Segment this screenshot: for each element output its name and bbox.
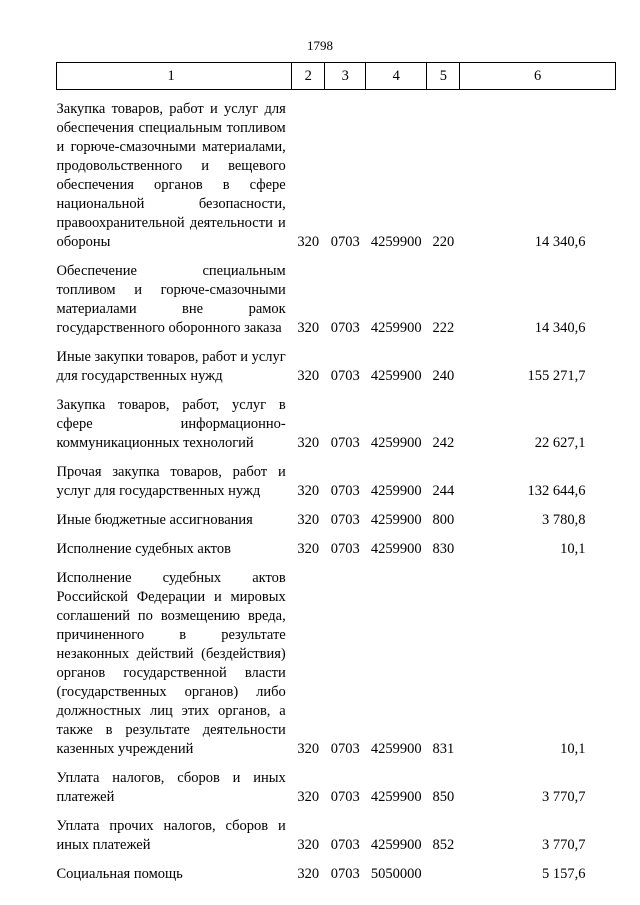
row-ved: 320 [297,435,320,451]
row-rz: 0703 [330,741,360,757]
table-header [57,63,616,90]
table-row [57,769,616,807]
row-vr: 831 [432,741,455,757]
row-ved: 320 [297,741,320,757]
page-number: 1798 [307,38,333,53]
row-name: Исполнение судебных актов [56,541,231,557]
row-rz: 0703 [330,789,360,805]
row-csr: 4259900 [370,789,422,805]
row-name: Уплата прочих налогов, сборов и иных платежей [56,818,286,853]
row-name: Иные бюджетные ассигнования [56,512,253,528]
row-rz: 0703 [330,368,360,384]
row-csr: 4259900 [370,435,422,451]
budget-table [56,62,616,884]
spacer [57,501,616,511]
row-vr: 222 [432,320,455,336]
row-csr: 4259900 [370,741,422,757]
spacer [57,759,616,769]
row-csr: 4259900 [370,320,422,336]
spacer [57,559,616,569]
row-ved: 320 [297,320,320,336]
row-csr: 4259900 [370,234,422,250]
row-rz: 0703 [330,435,360,451]
table-row [57,569,616,759]
row-vr: 852 [432,837,455,853]
row-sum: 3 780,8 [542,512,586,528]
row-csr: 5050000 [370,866,422,882]
row-name: Обеспечение специальным топливом и горюче-смазочными материалами вне рамок государственного оборонного заказа [56,263,286,336]
row-sum: 22 627,1 [534,435,586,451]
row-rz: 0703 [330,234,360,250]
row-rz: 0703 [330,866,360,882]
spacer [57,807,616,817]
spacer [57,530,616,540]
header-row [57,63,616,90]
row-sum: 3 770,7 [542,789,586,805]
row-ved: 320 [297,512,320,528]
header-col-6: 6 [460,63,616,90]
table-row [57,348,616,386]
table-row [57,262,616,338]
row-csr: 4259900 [370,512,422,528]
row-ved: 320 [297,866,320,882]
table-row [57,865,616,884]
table-row [57,396,616,453]
row-name: Закупка товаров, работ и услуг для обеспечения специальным топливом и горюче-смазочными материалами, продовольственного и вещевого обеспечения органов в сфере национальной безопасности, правоохранительной деятельности и обороны [56,101,286,250]
header-col-3: 3 [325,63,366,90]
row-csr: 4259900 [370,541,422,557]
table-body [57,90,616,885]
row-vr: 850 [432,789,455,805]
row-vr: 220 [432,234,455,250]
row-sum: 132 644,6 [527,483,586,499]
row-name: Исполнение судебных актов Российской Федерации и мировых соглашений по возмещению вреда, причиненного в результате незаконных действий (бездействия) органов государственной власти (государственных органов) либо должностных лиц этих органов, а также в результате деятельности казенных учреждений [56,570,286,757]
spacer [57,386,616,396]
header-col-1: 1 [57,63,292,90]
row-vr: 830 [432,541,455,557]
row-rz: 0703 [330,541,360,557]
row-csr: 4259900 [370,368,422,384]
spacer [57,855,616,865]
table-row [57,540,616,559]
row-name: Уплата налогов, сборов и иных платежей [56,770,286,805]
row-ved: 320 [297,541,320,557]
row-vr [427,865,460,884]
row-sum: 14 340,6 [534,234,586,250]
row-vr: 800 [432,512,455,528]
table-row [57,511,616,530]
row-sum: 10,1 [560,541,586,557]
row-csr: 4259900 [370,837,422,853]
row-rz: 0703 [330,512,360,528]
row-rz: 0703 [330,483,360,499]
spacer [57,338,616,348]
row-name: Иные закупки товаров, работ и услуг для государственных нужд [56,349,286,384]
header-col-2: 2 [292,63,325,90]
row-sum: 155 271,7 [527,368,586,384]
row-vr: 242 [432,435,455,451]
row-rz: 0703 [330,837,360,853]
table-row [57,463,616,501]
row-sum: 10,1 [560,741,586,757]
spacer [57,453,616,463]
row-ved: 320 [297,234,320,250]
row-sum: 14 340,6 [534,320,586,336]
row-rz: 0703 [330,320,360,336]
spacer [57,90,616,101]
row-sum: 3 770,7 [542,837,586,853]
row-ved: 320 [297,483,320,499]
table-row [57,100,616,252]
row-ved: 320 [297,789,320,805]
row-name: Прочая закупка товаров, работ и услуг для государственных нужд [56,464,286,499]
row-name: Социальная помощь [56,866,183,882]
row-sum: 5 157,6 [542,866,586,882]
row-vr: 244 [432,483,455,499]
row-ved: 320 [297,368,320,384]
spacer [57,252,616,262]
row-ved: 320 [297,837,320,853]
row-vr: 240 [432,368,455,384]
table-row [57,817,616,855]
header-col-5: 5 [427,63,460,90]
row-name: Закупка товаров, работ, услуг в сфере информационно-коммуникационных технологий [56,397,286,451]
row-csr: 4259900 [370,483,422,499]
header-col-4: 4 [366,63,427,90]
